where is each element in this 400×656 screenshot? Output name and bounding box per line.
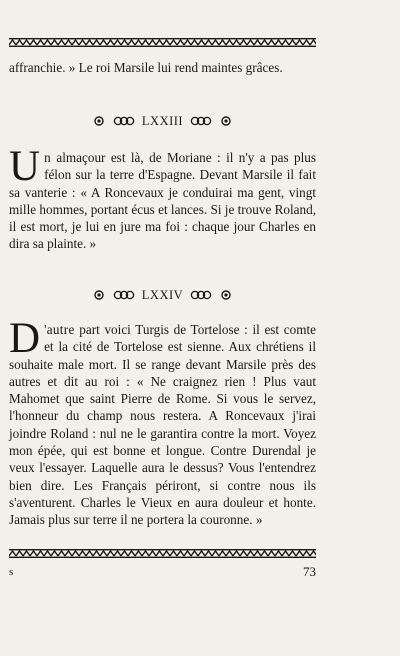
bottom-ornamental-band bbox=[9, 549, 316, 558]
fleuron-icon bbox=[221, 290, 231, 300]
section-heading bbox=[9, 113, 316, 128]
top-ornamental-band bbox=[9, 38, 316, 47]
fleuron-icon bbox=[221, 116, 231, 126]
section-heading bbox=[9, 287, 316, 302]
paragraph-body: part voici Turgis de Tortelose : il est comte et la cité de Tortelose est sienne. Aux chrétiens il souhaite male mort. Il se range devant Marsile près des autres et dit au roi : « Ne craignez rien ! Plus vaut Mahomet que saint Pierre de Rome. Si vous le servez, l'honneur du champ nous restera. A Roncevaux j'irai joindre Roland : nul ne le garantira contre la mort. Voyez mon épée, qui est bonne et longue. Contre Durendal je veux l'essayer. Laquelle aura le dessus? Vous l'entendrez bien dire. Les Français périront, si contre nous ils s'aventurent. Charles le Vieux en aura douleur et honte. Jamais plus sur terre il ne portera la couronne. » bbox=[9, 322, 316, 528]
fleuron-icon bbox=[94, 290, 104, 300]
page-number: 73 bbox=[303, 564, 316, 579]
paragraph-body: almaçour est là, de Moriane : il n'y a pas plus félon sur la terre d'Espagne. Devant Marsile il fait sa vanterie : « A Roncevaux je conduirai ma gent, vingt mille hommes, portant écus et lances. Si je trouve Roland, il est mort, je lui en jure ma foi : chaque jour Charles en dira sa plainte. » bbox=[9, 150, 316, 252]
knot-ornament-icon bbox=[190, 290, 212, 300]
section-number: LXXIV bbox=[141, 288, 184, 303]
drop-cap: D bbox=[9, 315, 41, 362]
signature-mark: s bbox=[9, 566, 14, 578]
section-number: LXXIII bbox=[141, 114, 184, 129]
continuation-paragraph: affranchie. » Le roi Marsile lui rend maintes grâces. bbox=[9, 60, 283, 75]
knot-ornament-icon bbox=[113, 116, 135, 126]
fleuron-icon bbox=[94, 116, 104, 126]
lead-in: 'autre bbox=[44, 322, 75, 337]
knot-ornament-icon bbox=[190, 116, 212, 126]
section-paragraph bbox=[9, 315, 316, 529]
drop-cap: U bbox=[9, 143, 41, 190]
lead-in: n bbox=[44, 150, 51, 165]
knot-ornament-icon bbox=[113, 290, 135, 300]
section-paragraph bbox=[9, 143, 316, 253]
